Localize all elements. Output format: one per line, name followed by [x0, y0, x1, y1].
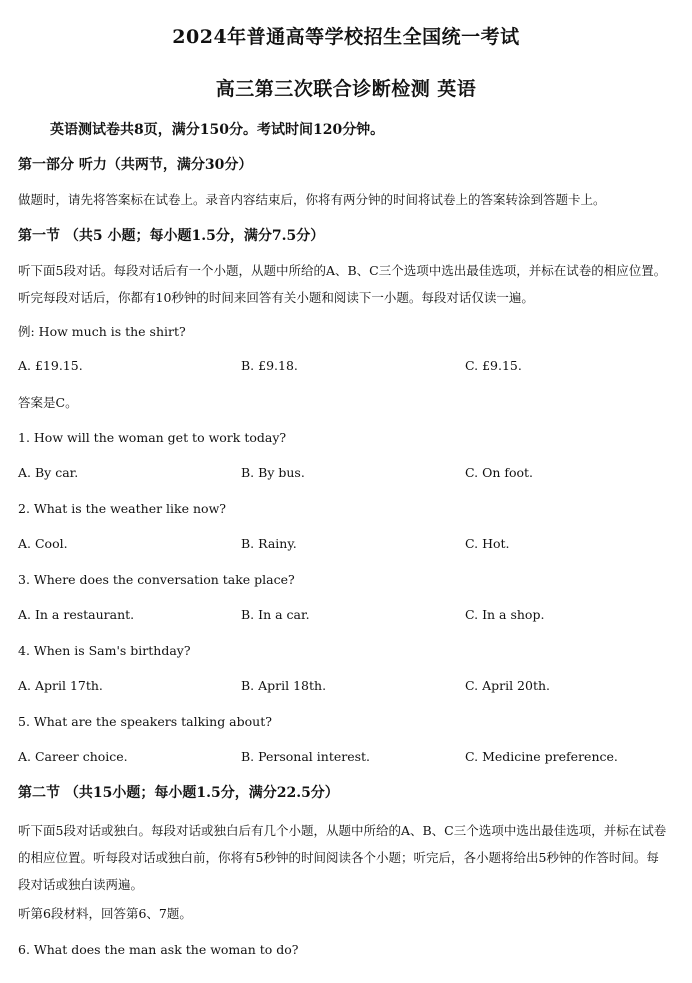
q5-option-a: A. Career choice.	[18, 749, 128, 764]
exam-subtitle: 高三第三次联合诊断检测 英语	[215, 78, 477, 100]
section1-heading: 第一节 （共5 小题；每小题1.5分，满分7.5分）	[18, 228, 325, 244]
q1-option-a: A. By car.	[18, 465, 79, 480]
q4-option-b: B. April 18th.	[241, 678, 327, 693]
question-5: 5. What are the speakers talking about?	[18, 714, 272, 729]
question-4: 4. When is Sam's birthday?	[18, 643, 191, 658]
q4-option-c: C. April 20th.	[465, 678, 550, 693]
material-6-instruction: 听第6段材料，回答第6、7题。	[18, 906, 192, 921]
exam-title: 2024年普通高等学校招生全国统一考试	[172, 26, 520, 48]
question-3: 3. Where does the conversation take place?	[18, 572, 295, 587]
q4-option-a: A. April 17th.	[18, 678, 103, 693]
part1-instruction: 做题时，请先将答案标在试卷上。录音内容结束后，你将有两分钟的时间将试卷上的答案转涂到答题卡上。	[18, 192, 606, 207]
q2-option-c: C. Hot.	[465, 536, 510, 551]
question-1: 1. How will the woman get to work today?	[18, 430, 287, 445]
q5-option-b: B. Personal interest.	[241, 749, 371, 764]
example-option-b: B. £9.18.	[241, 358, 298, 373]
example-option-c: C. £9.15.	[465, 358, 522, 373]
q1-option-b: B. By bus.	[241, 465, 305, 480]
section2-heading: 第二节 （共15小题；每小题1.5分，满分22.5分）	[18, 785, 339, 801]
q3-option-a: A. In a restaurant.	[18, 607, 135, 622]
exam-intro: 英语测试卷共8页，满分150分。考试时间120分钟。	[50, 122, 385, 138]
question-6: 6. What does the man ask the woman to do?	[18, 942, 299, 957]
q5-option-c: C. Medicine preference.	[465, 749, 618, 764]
q3-option-b: B. In a car.	[241, 607, 310, 622]
q2-option-a: A. Cool.	[18, 536, 68, 551]
q3-option-c: C. In a shop.	[465, 607, 545, 622]
section1-instruction: 听下面5段对话。每段对话后有一个小题，从题中所给的A、B、C三个选项中选出最佳选项，并标在试卷的相应位置。听完每段对话后，你都有10秒钟的时间来回答有关小题和阅读下一小题。每段对话仅读一遍。	[18, 263, 667, 305]
question-2: 2. What is the weather like now?	[18, 501, 226, 516]
example-option-a: A. £19.15.	[18, 358, 83, 373]
example-question: 例: How much is the shirt?	[18, 324, 186, 339]
section2-instruction: 听下面5段对话或独白。每段对话或独白后有几个小题，从题中所给的A、B、C三个选项中选出最佳选项，并标在试卷的相应位置。听每段对话或独白前，你将有5秒钟的时间阅读各个小题；听完后，各小题将给出5秒钟的作答时间。每段对话或独白读两遍。	[18, 823, 667, 892]
q2-option-b: B. Rainy.	[241, 536, 297, 551]
q1-option-c: C. On foot.	[465, 465, 534, 480]
example-answer: 答案是C。	[18, 395, 78, 410]
part1-heading: 第一部分 听力（共两节，满分30分）	[18, 157, 253, 173]
